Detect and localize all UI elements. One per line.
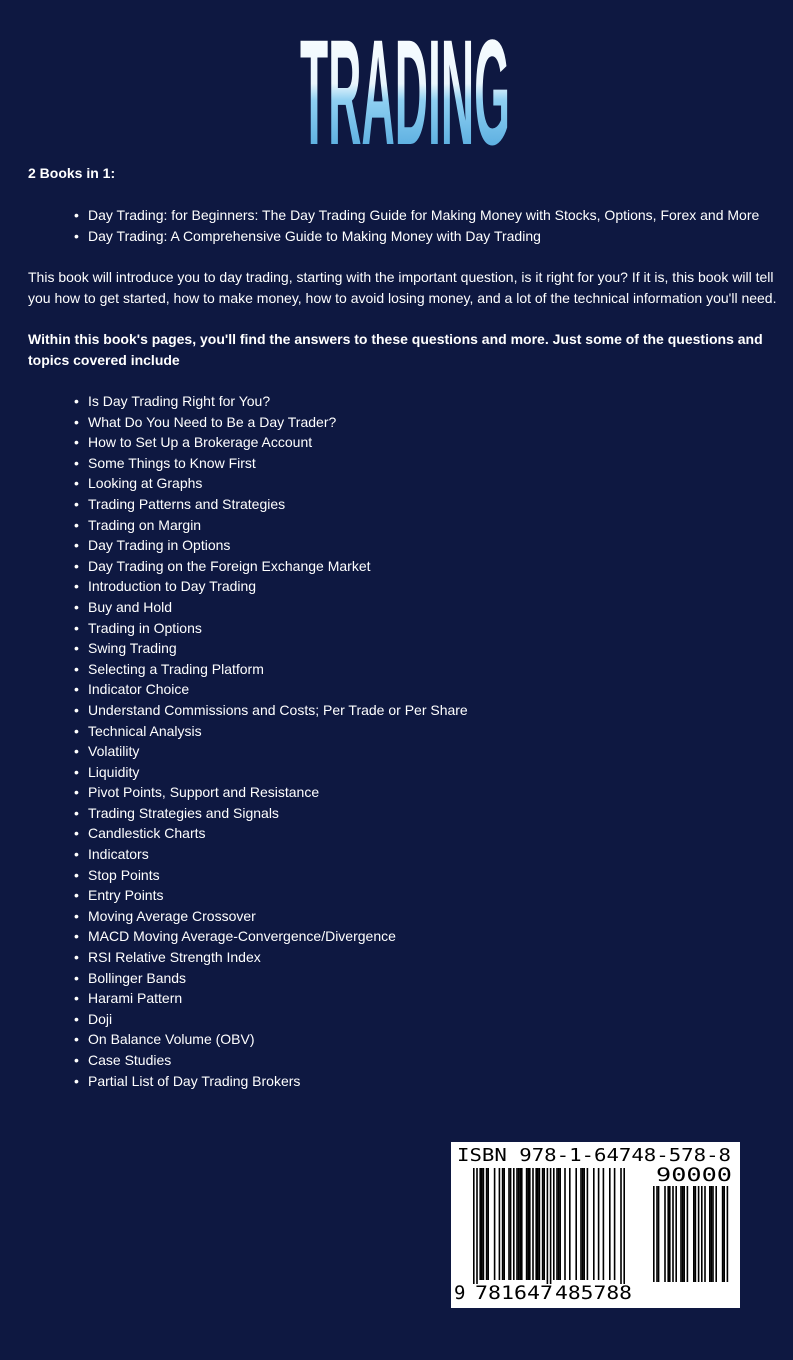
barcode-bar <box>593 1168 595 1280</box>
addon-bar <box>664 1186 666 1282</box>
barcode-bar <box>580 1168 582 1280</box>
list-item: • Indicator Choice <box>88 679 468 700</box>
addon-bar <box>698 1186 700 1282</box>
list-item: • Trading Strategies and Signals <box>88 803 468 824</box>
barcode-bar <box>487 1168 489 1280</box>
list-item: • MACD Moving Average-Convergence/Divergence <box>88 926 468 947</box>
barcode-bar <box>543 1168 545 1280</box>
barcode-bar <box>623 1168 625 1284</box>
barcode-bar <box>529 1168 531 1280</box>
list-item: • Is Day Trading Right for You? <box>88 391 468 412</box>
addon-bar <box>693 1186 695 1282</box>
cover-title-area <box>0 24 793 152</box>
list-item: • Harami Pattern <box>88 988 468 1009</box>
list-item: • Candlestick Charts <box>88 823 468 844</box>
cover-title-graphic <box>0 24 793 152</box>
topics-intro: Within this book's pages, you'll find the answers to these questions and more. Just some of the questions and topics covered include <box>28 331 763 368</box>
intro-label: 2 Books in 1: <box>28 165 116 181</box>
addon-bar <box>667 1186 669 1282</box>
barcode-bar <box>603 1168 605 1280</box>
barcode-bar <box>614 1168 616 1280</box>
addon-bar <box>683 1186 685 1282</box>
addon-bar <box>672 1186 674 1282</box>
addon-digits: 90000 <box>656 1164 732 1186</box>
barcode-bar <box>553 1168 555 1280</box>
barcode-bar <box>479 1168 481 1280</box>
list-item: • Introduction to Day Trading <box>88 576 468 597</box>
addon-bar <box>680 1186 682 1282</box>
barcode-bar <box>521 1168 523 1280</box>
ean-right-digits: 485788 <box>555 1282 632 1304</box>
list-item: • Swing Trading <box>88 638 468 659</box>
barcode-bar <box>481 1168 483 1280</box>
barcode-bar <box>537 1168 539 1280</box>
addon-bar <box>653 1186 655 1282</box>
list-item: • RSI Relative Strength Index <box>88 947 468 968</box>
barcode-bar <box>547 1168 549 1284</box>
list-item: • Moving Average Crossover <box>88 906 468 927</box>
list-item: • Buy and Hold <box>88 597 468 618</box>
description-paragraph: This book will introduce you to day trading, starting with the important question, is it right for you? If it is, this book will tell you how to get started, how to make money, how to avoid losing money, and a lot of the technical information you'll need. <box>28 269 777 306</box>
list-item: • How to Set Up a Brokerage Account <box>88 432 468 453</box>
barcode-bar <box>569 1168 571 1280</box>
addon-bar <box>709 1186 711 1282</box>
list-item: • Entry Points <box>88 885 468 906</box>
barcode-bar <box>609 1168 611 1280</box>
list-item: • Volatility <box>88 741 468 762</box>
barcode-bar <box>559 1168 561 1280</box>
barcode-bar <box>539 1168 541 1280</box>
list-item: • Partial List of Day Trading Brokers <box>88 1071 468 1092</box>
addon-bar <box>722 1186 724 1282</box>
list-item: • Day Trading on the Foreign Exchange Market <box>88 556 468 577</box>
barcode-bar <box>518 1168 520 1280</box>
list-item: • Understand Commissions and Costs; Per Trade or Per Share <box>88 700 468 721</box>
barcode-bar <box>510 1168 512 1280</box>
addon-bar <box>656 1186 658 1282</box>
addon-bar <box>695 1186 697 1282</box>
isbn-label: ISBN 978-1-64748-578-8 <box>457 1145 731 1166</box>
list-item: • Trading on Margin <box>88 515 468 536</box>
barcode-bar <box>583 1168 585 1280</box>
list-item: • Selecting a Trading Platform <box>88 659 468 680</box>
barcode-bar <box>476 1168 478 1284</box>
list-item: • Liquidity <box>88 762 468 783</box>
list-item: • Case Studies <box>88 1050 468 1071</box>
addon-bar <box>701 1186 703 1282</box>
addon-bar <box>727 1186 729 1282</box>
barcode-bar <box>519 1168 521 1280</box>
books-list <box>56 205 759 247</box>
addon-bar <box>711 1186 713 1282</box>
addon-bar <box>682 1186 684 1282</box>
topics-list <box>56 391 468 1091</box>
barcode-bar <box>550 1168 552 1284</box>
addon-bar <box>687 1186 689 1282</box>
list-item: • Trading in Options <box>88 618 468 639</box>
ean-left-digits: 781647 <box>475 1282 553 1304</box>
barcode-bar <box>486 1168 488 1280</box>
barcode-bar <box>508 1168 510 1280</box>
list-item: • Doji <box>88 1009 468 1030</box>
ean-first-digit: 9 <box>454 1282 466 1304</box>
barcode-graphic <box>451 1142 740 1308</box>
barcode-bar <box>526 1168 528 1280</box>
addon-bar <box>669 1186 671 1282</box>
list-item: • Bollinger Bands <box>88 968 468 989</box>
barcode-bar <box>503 1168 505 1280</box>
barcode-bar <box>587 1168 589 1280</box>
barcode-bar <box>483 1168 485 1280</box>
addon-bar <box>658 1186 660 1282</box>
barcode-bar <box>527 1168 529 1280</box>
addon-bar <box>675 1186 677 1282</box>
list-item: • On Balance Volume (OBV) <box>88 1029 468 1050</box>
barcode-bar <box>620 1168 622 1284</box>
barcode-bar <box>556 1168 558 1280</box>
isbn-barcode <box>451 1142 740 1308</box>
list-item: • Technical Analysis <box>88 721 468 742</box>
ean-bars <box>473 1168 625 1284</box>
list-item: • Pivot Points, Support and Resistance <box>88 782 468 803</box>
addon-bar <box>704 1186 706 1282</box>
addon-bars <box>653 1186 728 1282</box>
barcode-bar <box>598 1168 600 1280</box>
list-item: • Day Trading: A Comprehensive Guide to Making Money with Day Trading <box>88 226 759 247</box>
barcode-bar <box>513 1168 515 1280</box>
barcode-bar <box>564 1168 566 1280</box>
list-item: • Stop Points <box>88 865 468 886</box>
cover-title: TRADING <box>300 24 510 152</box>
list-item: • Day Trading in Options <box>88 535 468 556</box>
barcode-bar <box>535 1168 537 1280</box>
barcode-bar <box>494 1168 496 1280</box>
list-item: • Some Things to Know First <box>88 453 468 474</box>
barcode-bar <box>502 1168 504 1280</box>
barcode-bar <box>473 1168 475 1284</box>
list-item: • Indicators <box>88 844 468 865</box>
addon-bar <box>723 1186 725 1282</box>
barcode-bar <box>582 1168 584 1280</box>
addon-bar <box>715 1186 717 1282</box>
barcode-bar <box>532 1168 534 1280</box>
list-item: • What Do You Need to Be a Day Trader? <box>88 412 468 433</box>
barcode-bar <box>516 1168 518 1280</box>
addon-bar <box>712 1186 714 1282</box>
barcode-bar <box>499 1168 501 1280</box>
barcode-bar <box>558 1168 560 1280</box>
list-item: • Day Trading: for Beginners: The Day Trading Guide for Making Money with Stocks, Options, Forex and More <box>88 205 759 226</box>
list-item: • Looking at Graphs <box>88 473 468 494</box>
barcode-bar <box>542 1168 544 1280</box>
list-item: • Trading Patterns and Strategies <box>88 494 468 515</box>
barcode-bar <box>575 1168 577 1280</box>
